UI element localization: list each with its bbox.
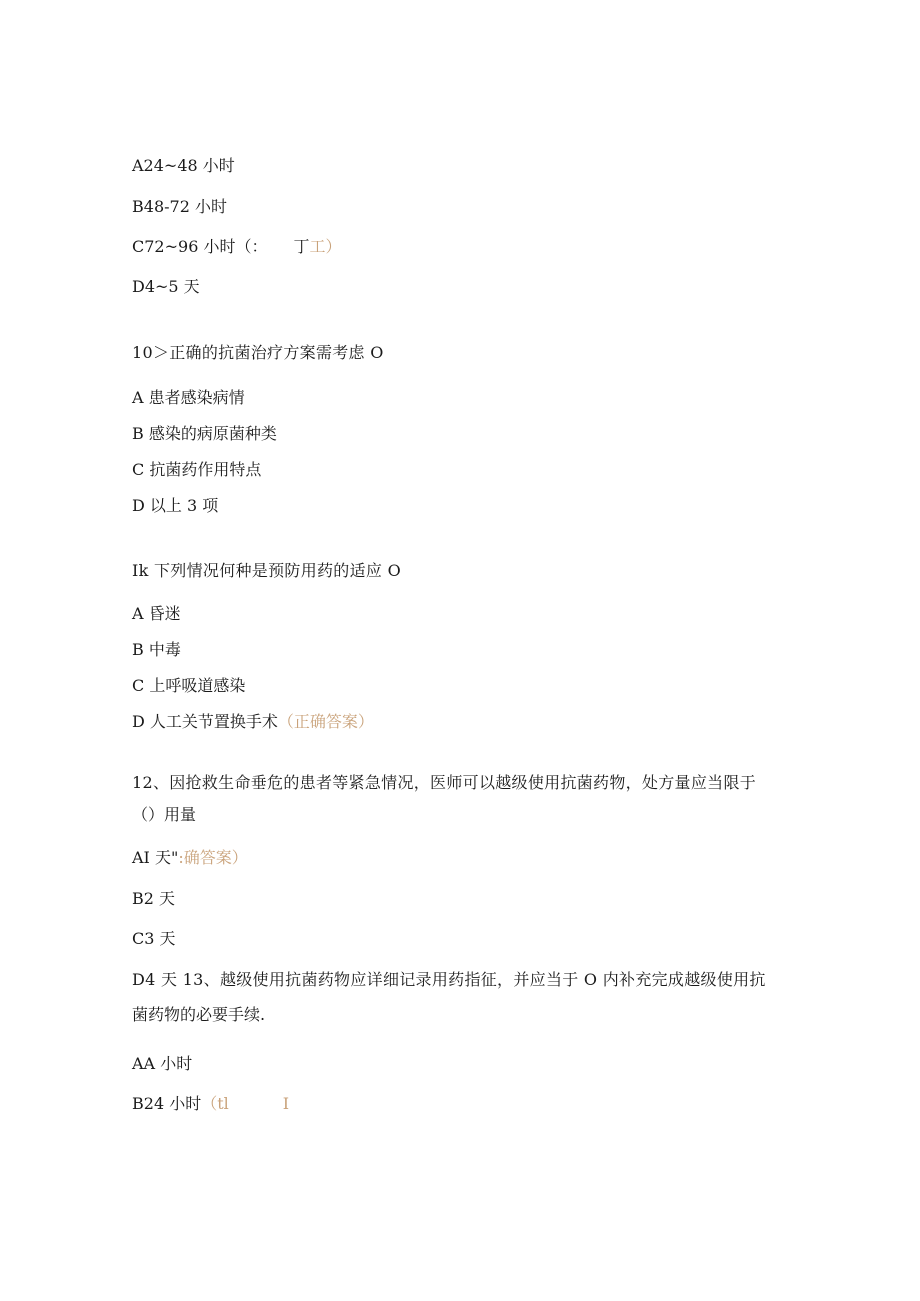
q9-option-c-answer: 工） [309,237,342,256]
q11-option-d-text: D 人工关节置换手术 [132,712,278,731]
q11-option-a: A 昏迷 [132,604,181,623]
q10-option-a: A 患者感染病情 [132,388,245,407]
q10-option-c: C 抗菌药作用特点 [132,460,262,479]
q9-option-c-text: C72~96 小时（： [132,237,268,256]
q12-option-a [132,848,248,868]
q10-option-d: D 以上 3 项 [132,496,219,515]
q12-stem-line1: 12、因抢救生命垂危的患者等紧急情况，医师可以越级使用抗菌药物，处方量应当限于 [132,773,757,792]
q13-option-b-answer: （tl [201,1094,229,1113]
q12-option-b: B2 天 [132,889,176,908]
q10-stem: 10＞正确的抗菌治疗方案需考虑 O [132,343,384,362]
q13-stem-line1: D4 天 13、越级使用抗菌药物应详细记录用药指征，并应当于 O 内补充完成越级使用抗 [132,970,766,989]
q11-stem: Ik 下列情况何种是预防用药的适应 O [132,561,402,580]
q9-option-c [132,237,342,257]
q13-stem-line2: 菌药物的必要手续. [132,1005,266,1024]
q11-option-b: B 中毒 [132,640,181,659]
q11-option-c: C 上呼吸道感染 [132,676,246,695]
q12-option-a-text: AI 天" [132,848,179,867]
q12-option-a-answer: :确答案） [178,848,248,867]
q9-option-a: A24~48 小时 [132,156,235,175]
q11-option-d [132,712,374,732]
q9-option-d: D4~5 天 [132,277,200,296]
q13-option-b-text: B24 小时 [132,1094,202,1113]
q12-option-c: C3 天 [132,929,176,948]
q13-option-b [132,1094,289,1114]
q13-option-b-mark: I [282,1094,290,1113]
q11-option-d-answer: （正确答案） [277,712,374,731]
q13-option-a: AA 小时 [132,1054,193,1073]
q12-stem-line2: （）用量 [132,805,197,824]
q9-option-c-mark: 丁 [293,237,310,256]
q10-option-b: B 感染的病原菌种类 [132,424,277,443]
q9-option-b: B48-72 小时 [132,197,227,216]
